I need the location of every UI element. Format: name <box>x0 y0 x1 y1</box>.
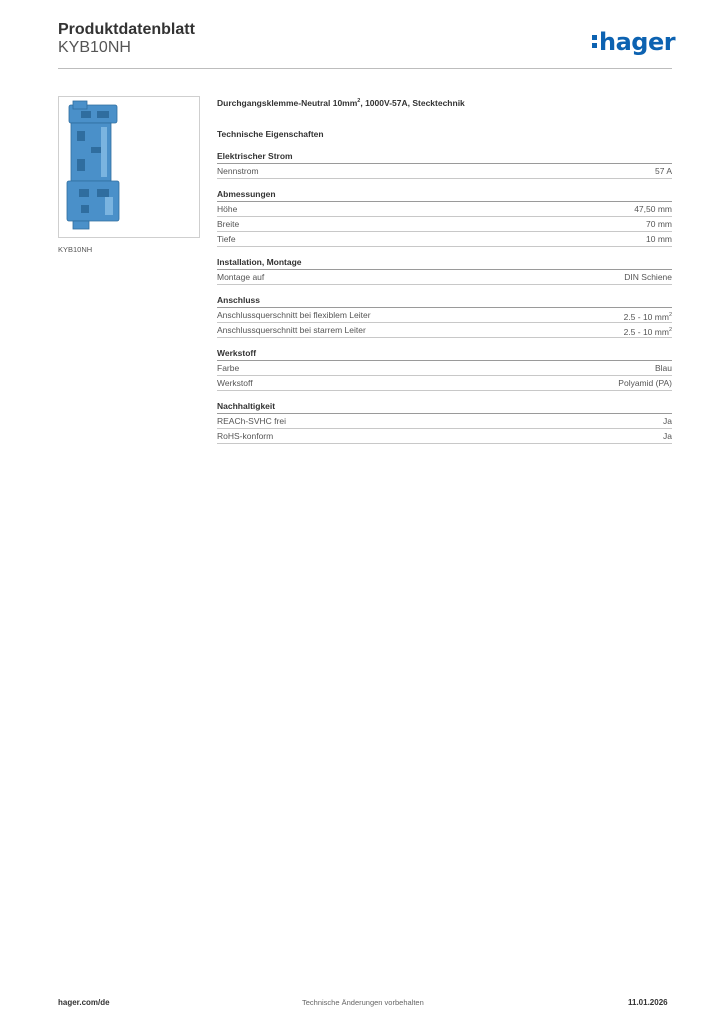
property-value: Ja <box>663 431 672 441</box>
footer-date: 11.01.2026 <box>628 998 668 1007</box>
page-title: Produktdatenblatt <box>58 21 195 38</box>
property-group <box>217 399 672 444</box>
hager-logo <box>592 28 675 56</box>
property-label: RoHS-konform <box>217 431 274 441</box>
property-value: 70 mm <box>646 219 672 229</box>
property-value: Polyamid (PA) <box>618 378 672 388</box>
product-description: Durchgangsklemme-Neutral $10mm^2$, 1000V-57A, Stecktechnik <box>217 97 465 108</box>
product-image <box>58 96 200 238</box>
property-value: DIN Schiene <box>624 272 672 282</box>
image-caption: KYB10NH <box>58 245 93 254</box>
property-value: Blau <box>654 363 672 373</box>
product-content <box>217 93 672 444</box>
group-title: Nachhaltigkeit <box>217 399 672 414</box>
footer-website[interactable]: hager.com/de <box>58 998 110 1007</box>
property-value: 2.5 - 10 $mm^2$ <box>623 326 672 337</box>
property-row <box>217 217 672 232</box>
properties-title: Technische Eigenschaften <box>217 129 324 139</box>
group-title: Anschluss <box>217 293 672 308</box>
group-title: Installation, Montage <box>217 255 672 270</box>
property-group <box>217 255 672 285</box>
header-divider <box>58 68 672 69</box>
properties-groups <box>217 149 672 444</box>
property-label: Montage auf <box>217 272 265 282</box>
property-value: 47,50 mm <box>634 204 672 214</box>
property-label: Tiefe <box>217 234 236 244</box>
property-label: Breite <box>217 219 240 229</box>
property-value: 10 mm <box>646 234 672 244</box>
property-row <box>217 270 672 285</box>
property-group <box>217 149 672 179</box>
property-row <box>217 232 672 247</box>
property-row <box>217 164 672 179</box>
property-value: 2.5 - 10 $mm^2$ <box>623 311 672 322</box>
property-label: Anschlussquerschnitt bei starrem Leiter <box>217 325 366 335</box>
group-title: Abmessungen <box>217 187 672 202</box>
product-code: KYB10NH <box>58 39 131 56</box>
logo-text: hager <box>599 28 676 56</box>
property-label: REACh-SVHC frei <box>217 416 286 426</box>
property-row <box>217 202 672 217</box>
property-label: Farbe <box>217 363 240 373</box>
property-row <box>217 361 672 376</box>
property-group <box>217 187 672 247</box>
logo-dots-icon <box>592 30 598 52</box>
terminal-block-icon <box>59 97 199 237</box>
property-label: Nennstrom <box>217 166 259 176</box>
property-row <box>217 429 672 444</box>
group-title: Werkstoff <box>217 346 672 361</box>
property-group <box>217 346 672 391</box>
property-label: Anschlussquerschnitt bei flexiblem Leiter <box>217 310 371 320</box>
property-label: Werkstoff <box>217 378 253 388</box>
property-group <box>217 293 672 338</box>
property-row <box>217 376 672 391</box>
property-value: Ja <box>663 416 672 426</box>
property-value: 57 A <box>654 166 672 176</box>
property-row <box>217 323 672 338</box>
property-row <box>217 414 672 429</box>
footer-disclaimer: Technische Änderungen vorbehalten <box>302 998 424 1007</box>
property-label: Höhe <box>217 204 238 214</box>
property-row <box>217 308 672 323</box>
group-title: Elektrischer Strom <box>217 149 672 164</box>
